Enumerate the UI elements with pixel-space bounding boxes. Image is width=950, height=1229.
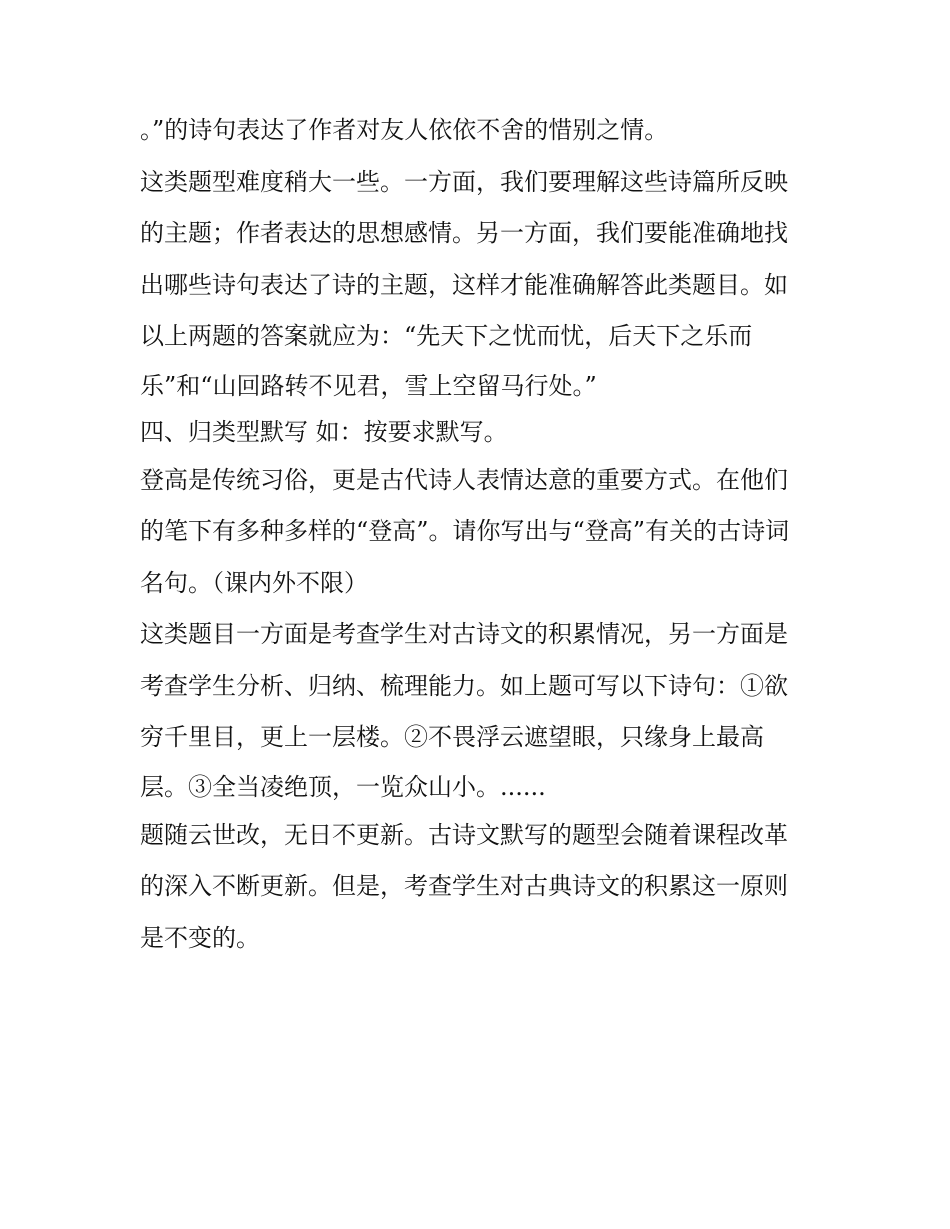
text-line: 名句。（课内外不限） (140, 568, 368, 597)
text-line: 层。③全当凌绝顶，一览众山小。...... (140, 772, 546, 801)
text-line: 这类题型难度稍大一些。一方面，我们要理解这些诗篇所反映 (140, 167, 788, 196)
text-line: 。”的诗句表达了作者对友人依依不舍的惜别之情。 (140, 116, 669, 144)
text-line: 的笔下有多种多样的“登高”。请你写出与“登高”有关的古诗词 (140, 517, 790, 545)
text-line: 考查学生分析、归纳、梳理能力。如上题可写以下诗句：①欲 (140, 671, 788, 700)
text-line: 以上两题的答案就应为：“先天下之忧而忧，后天下之乐而 (140, 322, 753, 350)
document-body (140, 105, 820, 964)
text-line: 这类题目一方面是考查学生对古诗文的积累情况，另一方面是 (140, 620, 788, 648)
text-line: 穷千里目，更上一层楼。②不畏浮云遮望眼，只缘身上最高 (140, 723, 764, 751)
text-line: 题随云世改，无日不更新。古诗文默写的题型会随着课程改革 (140, 820, 788, 849)
text-line: 出哪些诗句表达了诗的主题，这样才能准确解答此类题目。如 (140, 270, 788, 299)
text-line: 是不变的。 (140, 923, 260, 952)
text-line: 乐”和“山回路转不见君，雪上空留马行处。” (140, 371, 597, 400)
section-heading: 四、归类型默写 如：按要求默写。 (140, 417, 508, 446)
text-line: 登高是传统习俗，更是古代诗人表情达意的重要方式。在他们 (140, 465, 788, 494)
text-line: 的深入不断更新。但是，考查学生对古典诗文的积累这一原则 (140, 872, 788, 900)
text-line: 的主题；作者表达的思想感情。另一方面，我们要能准确地找 (140, 219, 788, 247)
